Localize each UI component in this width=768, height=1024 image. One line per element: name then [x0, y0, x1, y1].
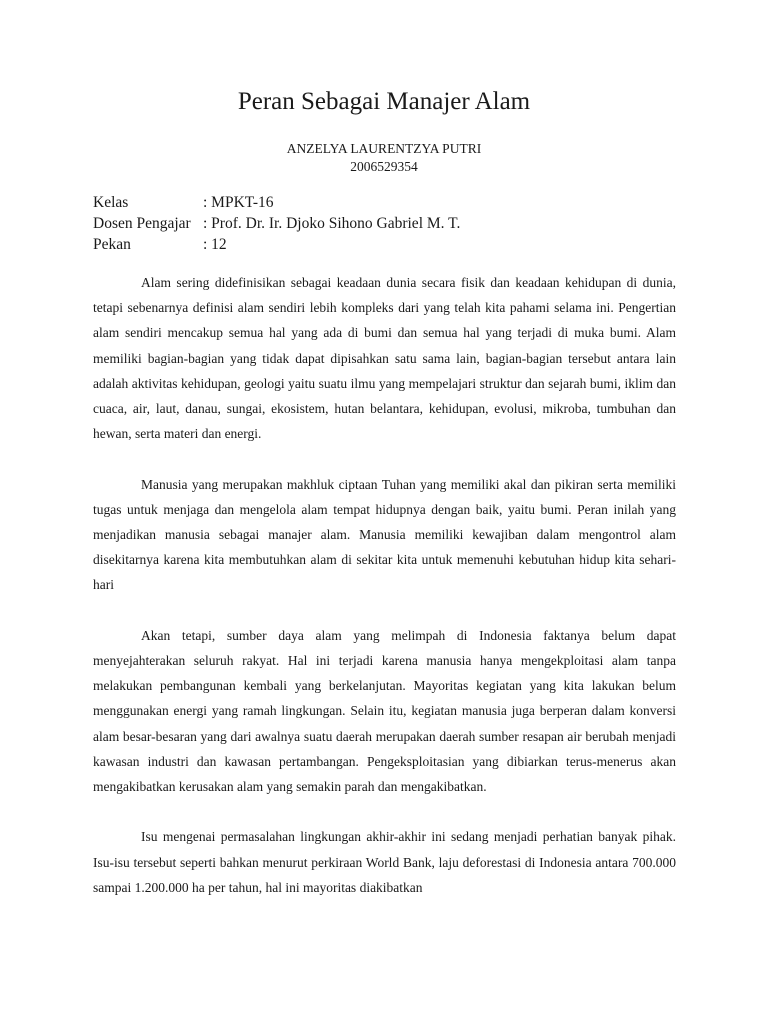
paragraph: Alam sering didefinisikan sebagai keadaan dunia secara fisik dan keadaan kehidupan di dunia, tetapi sebenarnya definisi alam sendiri lebih kompleks dari yang telah kita pahami selama ini. Pengertian alam sendiri mencakup semua hal yang ada di bumi dan semua hal yang terjadi di muka bumi. Alam memiliki bagian-bagian yang tidak dapat dipisahkan satu sama lain, bagian-bagian tersebut antara lain adalah aktivitas kehidupan, geologi yaitu suatu ilmu yang mempelajari struktur dan sejarah bumi, iklim dan cuaca, air, laut, danau, sungai, ekosistem, hutan belantara, kehidupan, evolusi, mikroba, tumbuhan dan hewan, serta materi dan energi.: [93, 275, 676, 442]
author-id: 2006529354: [350, 159, 418, 174]
meta-row-kelas: [93, 192, 460, 213]
meta-value: : Prof. Dr. Ir. Djoko Sihono Gabriel M. T.: [203, 215, 461, 232]
meta-label: Pekan: [93, 236, 131, 253]
author-block: [0, 140, 768, 176]
paragraph: Akan tetapi, sumber daya alam yang melimpah di Indonesia faktanya belum dapat menyejahterakan seluruh rakyat. Hal ini terjadi karena manusia hanya mengekploitasi alam tanpa melakukan pembangunan kembali yang berkelanjutan. Mayoritas kegiatan yang kita lakukan belum menggunakan energi yang ramah lingkungan. Selain itu, kegiatan manusia juga berperan dalam konversi alam besar-besaran yang dari awalnya suatu daerah merupakan daerah sumber resapan air berubah menjadi kawasan industri dan kawasan pertambangan. Pengeksploitasian yang dibiarkan terus-menerus akan mengakibatkan kerusakan alam yang semakin parah dan mengakibatkan.: [93, 627, 676, 795]
paragraph: Manusia yang merupakan makhluk ciptaan Tuhan yang memiliki akal dan pikiran serta memiliki tugas untuk menjaga dan mengelola alam tempat hidupnya dengan baik, yaitu bumi. Peran inilah yang menjadikan manusia sebagai manajer alam. Manusia memiliki kewajiban dalam mengontrol alam disekitarnya karena kita membutuhkan alam di sekitar kita untuk memenuhi kebutuhan hidup kita sehari-hari: [93, 476, 676, 593]
document-body: [93, 270, 676, 925]
meta-block: [93, 192, 460, 255]
meta-value: : 12: [203, 236, 227, 253]
meta-label: Dosen Pengajar: [93, 215, 191, 232]
meta-value: : MPKT-16: [203, 194, 274, 211]
document-title: Peran Sebagai Manajer Alam: [237, 88, 531, 115]
meta-row-pekan: [93, 234, 460, 255]
paragraph: Isu mengenai permasalahan lingkungan akhir-akhir ini sedang menjadi perhatian banyak pihak. Isu-isu tersebut seperti bahkan menurut perkiraan World Bank, laju deforestasi di Indonesia antara 700.000 sampai 1.200.000 ha per tahun, hal ini mayoritas diakibatkan: [93, 829, 676, 895]
meta-row-dosen: [93, 213, 460, 234]
meta-label: Kelas: [93, 194, 129, 211]
author-name: ANZELYA LAURENTZYA PUTRI: [286, 141, 482, 156]
